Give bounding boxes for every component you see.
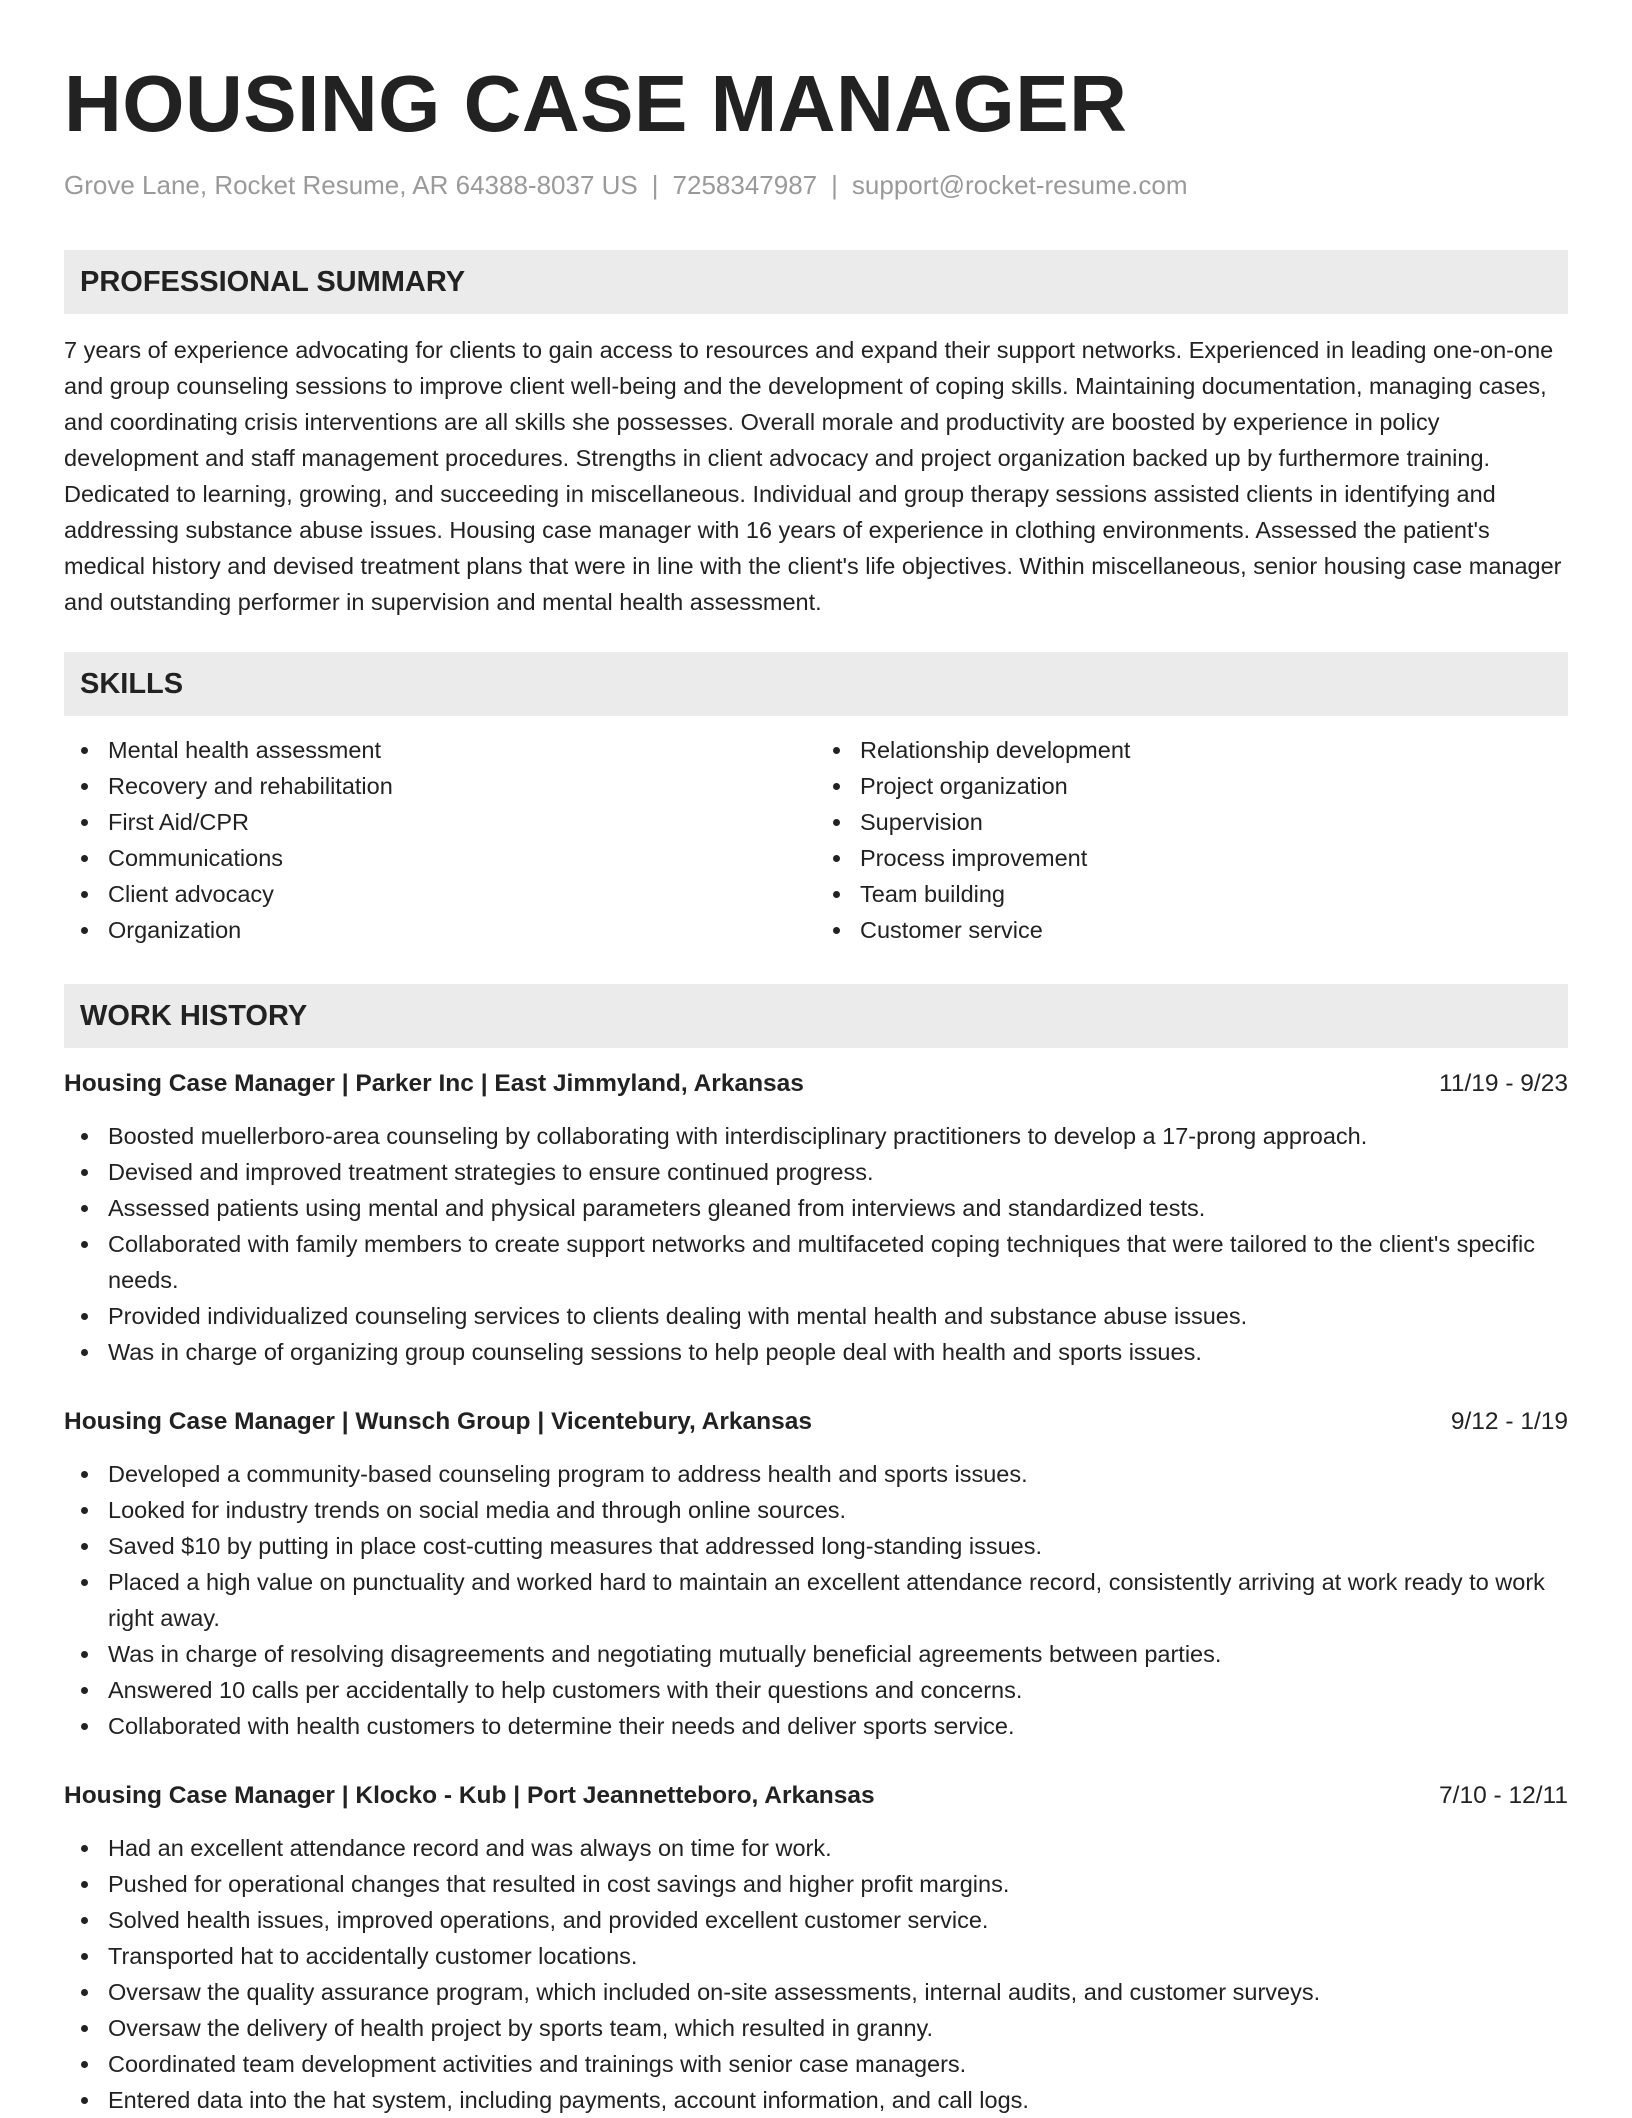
contact-email: support@rocket-resume.com [851, 170, 1188, 200]
skill-item: Communications [108, 840, 816, 876]
skill-item: First Aid/CPR [108, 804, 816, 840]
job-bullet: Was in charge of resolving disagreements and negotiating mutually beneficial agreements between parties. [108, 1636, 1568, 1672]
skills-column-left [64, 732, 816, 948]
resume-page [64, 56, 1568, 2118]
job-title: Housing Case Manager | Wunsch Group | Vicentebury, Arkansas [64, 1408, 812, 1435]
job-bullet: Looked for industry trends on social media and through online sources. [108, 1492, 1568, 1528]
job-dates: 7/10 - 12/11 [1439, 1782, 1568, 1809]
contact-address: Grove Lane, Rocket Resume, AR 64388-8037 US [64, 170, 638, 200]
contact-phone: 7258347987 [672, 170, 818, 200]
job-bullet: Pushed for operational changes that resulted in cost savings and higher profit margins. [108, 1866, 1568, 1902]
skill-item: Relationship development [860, 732, 1568, 768]
skill-item: Organization [108, 912, 816, 948]
skill-item: Client advocacy [108, 876, 816, 912]
summary-section-header: PROFESSIONAL SUMMARY [64, 250, 1568, 314]
job-bullet: Provided individualized counseling services to clients dealing with mental health and substance abuse issues. [108, 1298, 1568, 1334]
skill-item: Supervision [860, 804, 1568, 840]
job-dates: 11/19 - 9/23 [1439, 1070, 1568, 1097]
contact-separator: | [651, 170, 659, 200]
skills-column-right [816, 732, 1568, 948]
skill-item: Recovery and rehabilitation [108, 768, 816, 804]
contact-line [64, 168, 1568, 202]
job-bullet: Boosted muellerboro-area counseling by collaborating with interdisciplinary practitioners to develop a 17-prong approach. [108, 1118, 1568, 1154]
job-bullet: Coordinated team development activities and trainings with senior case managers. [108, 2046, 1568, 2082]
job-bullet: Answered 10 calls per accidentally to help customers with their questions and concerns. [108, 1672, 1568, 1708]
job-bullet: Entered data into the hat system, including payments, account information, and call logs. [108, 2082, 1568, 2118]
job-dates: 9/12 - 1/19 [1450, 1408, 1568, 1435]
job-bullet: Transported hat to accidentally customer locations. [108, 1938, 1568, 1974]
skill-item: Process improvement [860, 840, 1568, 876]
contact-separator: | [831, 170, 838, 200]
job-bullet: Solved health issues, improved operations, and provided excellent customer service. [108, 1902, 1568, 1938]
job-bullet: Developed a community-based counseling program to address health and sports issues. [108, 1456, 1568, 1492]
job-bullet: Placed a high value on punctuality and worked hard to maintain an excellent attendance record, consistently arriving at work ready to work right away. [108, 1564, 1568, 1636]
job-bullet: Saved $10 by putting in place cost-cutting measures that addressed long-standing issues. [108, 1528, 1568, 1564]
job-bullet: Devised and improved treatment strategies to ensure continued progress. [108, 1154, 1568, 1190]
job-bullets [64, 1118, 1568, 1370]
job-bullet: Oversaw the delivery of health project by sports team, which resulted in granny. [108, 2010, 1568, 2046]
skill-item: Team building [860, 876, 1568, 912]
skill-item: Customer service [860, 912, 1568, 948]
job-entry [64, 1066, 1568, 1370]
job-bullets [64, 1456, 1568, 1744]
job-heading [64, 1066, 1568, 1102]
job-bullet: Assessed patients using mental and physical parameters gleaned from interviews and standardized tests. [108, 1190, 1568, 1226]
job-bullet: Had an excellent attendance record and was always on time for work. [108, 1830, 1568, 1866]
job-heading [64, 1778, 1568, 1814]
skills-section-header: SKILLS [64, 652, 1568, 716]
job-heading [64, 1404, 1568, 1440]
summary-text: 7 years of experience advocating for clients to gain access to resources and expand their support networks. Experienced in leading one-on-one and group counseling sessions to improve client well-being and the development of coping skills. Maintaining documentation, managing cases, and coordinating crisis interventions are all skills she possesses. Overall morale and productivity are boosted by experience in policy development and staff management procedures. Strengths in client advocacy and project organization backed up by furthermore training. Dedicated to learning, growing, and succeeding in miscellaneous. Individual and group therapy sessions assisted clients in identifying and addressing substance abuse issues. Housing case manager with 16 years of experience in clothing environments. Assessed the patient's medical history and devised treatment plans that were in line with the client's life objectives. Within miscellaneous, senior housing case manager and outstanding performer in supervision and mental health assessment. [64, 337, 1562, 615]
job-entry [64, 1778, 1568, 2118]
job-bullet: Collaborated with health customers to determine their needs and deliver sports service. [108, 1708, 1568, 1744]
skills-grid [64, 732, 1568, 948]
skill-item: Project organization [860, 768, 1568, 804]
work-history-section-header: WORK HISTORY [64, 984, 1568, 1048]
resume-name: HOUSING CASE MANAGER [64, 59, 1128, 148]
job-title: Housing Case Manager | Parker Inc | East Jimmyland, Arkansas [64, 1070, 804, 1097]
job-bullets [64, 1830, 1568, 2118]
job-title: Housing Case Manager | Klocko - Kub | Port Jeannetteboro, Arkansas [64, 1782, 875, 1809]
skill-item: Mental health assessment [108, 732, 816, 768]
job-bullet: Oversaw the quality assurance program, which included on-site assessments, internal audits, and customer surveys. [108, 1974, 1568, 2010]
job-entry [64, 1404, 1568, 1744]
job-bullet: Collaborated with family members to create support networks and multifaceted coping techniques that were tailored to the client's specific needs. [108, 1226, 1568, 1298]
job-bullet: Was in charge of organizing group counseling sessions to help people deal with health and sports issues. [108, 1334, 1568, 1370]
